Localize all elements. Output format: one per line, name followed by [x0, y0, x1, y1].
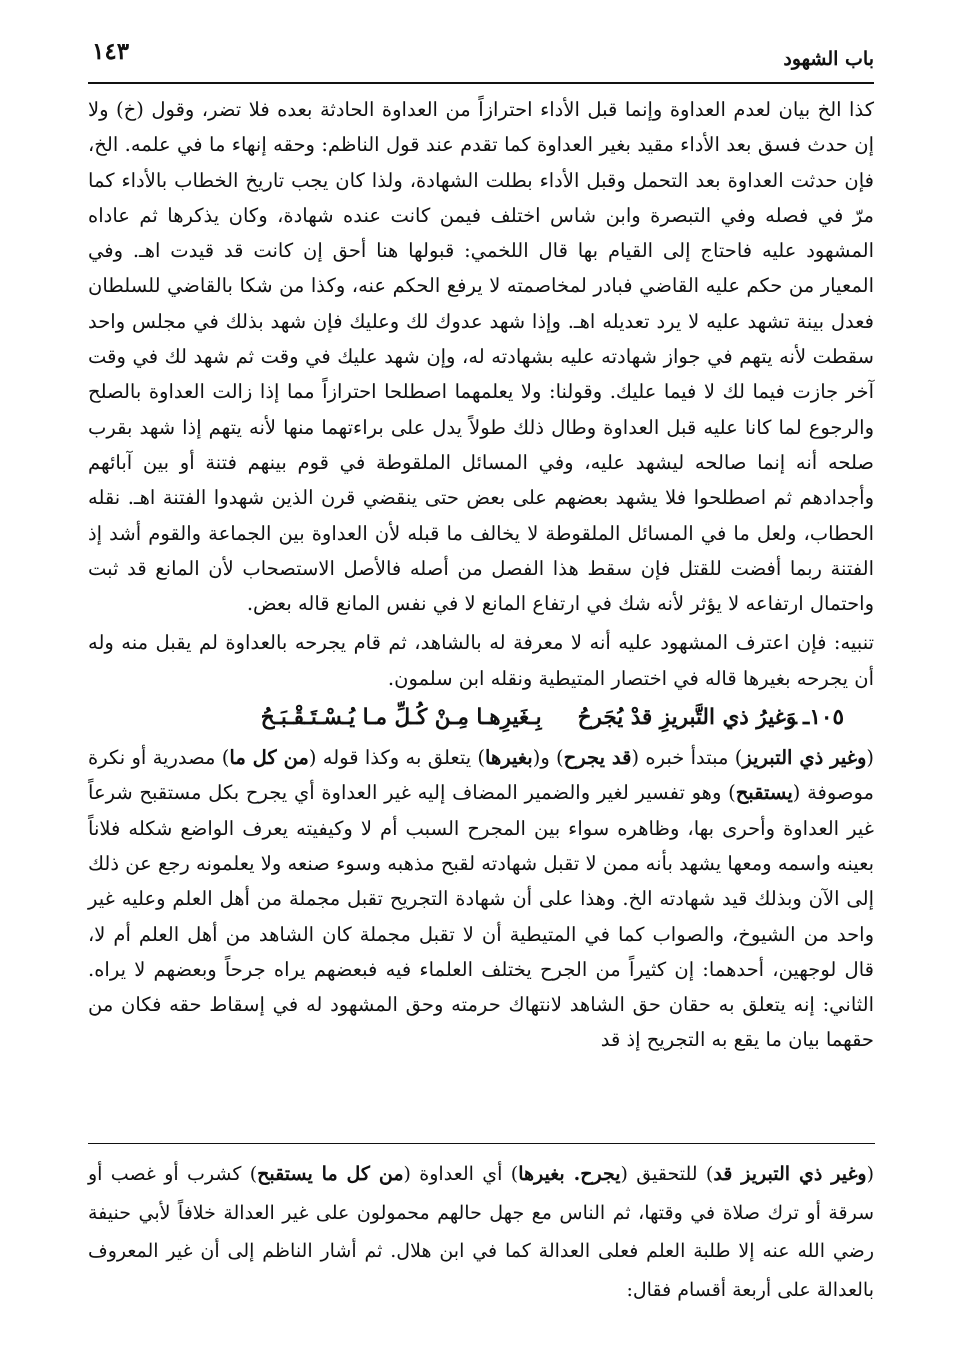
- poem-verse-105: [88, 696, 874, 740]
- quoted-term: من كل ما يستقبح: [257, 1163, 404, 1185]
- footnote: [88, 1155, 874, 1309]
- paragraph-commentary-continued: كذا الخ بيان لعدم العداوة وإنما قبل الأداء احترازاً من العداوة الحادثة بعده فلا تضر، وقول (خ) ولا إن حدث فسق بعد الأداء مقيد بغير العداوة كما تقدم عند قول الناظم: وحقه إنهاء ما في علمه. الخ، فإن حدثت العداوة بعد التحمل وقبل الأداء بطلت الشهادة، ولذا كان يجب تاريخ الخطاب بالأداء كما مرّ في فصله وفي التبصرة وابن شاس اختلف فيمن كانت عنده شهادة، وكان يذكرها ثم عاداه المشهود عليه فاحتاج إلى القيام بها قال اللخمي: قبولها هنا أحق إن كانت قد قيدت اهـ. وفي المعيار من حكم عليه القاضي فبادر لمخاصمته لا يرفع الحكم عنه، وكذا من شكا بالقاضي للسلطان فعدل بينة تشهد عليه لا يرد تعديله اهـ. وإذا شهد عدوك لك وعليك فإن شهد بذلك في مجلس واحد سقطت لأنه يتهم في جواز شهادته عليه بشهادته له، وإن شهد عليك في وقت ثم شهد لك في وقت آخر جازت فيما لك لا فيما عليك. وقولنا: ولا يعلمهما اصطلحا احترازاً مما إذا زالت العداوة بالصلح والرجوع لما كانا عليه قبل العداوة وطال ذلك طولاً يدل على براءتهما منها لأنه يتهم إذا شهد بقرب صلحه أنه إنما صالحه ليشهد عليه، وفي المسائل الملقوطة في قوم بينهم فتنة أو بين آبائهم وأجدادهم ثم اصطلحوا فلا يشهد بعضهم على بعض حتى ينقضي قرن الذين شهدوا الفتنة اهـ. نقله الحطاب، ولعل ما في المسائل الملقوطة لا يخالف ما قبله لأن العداوة بين الجماعة والقوم أشد إذ الفتنة ربما أفضت للقتل فإن سقط هذا الفصل من أصله فالأصل الاستصحاب لأن المانع قد ثبت واحتمال ارتفاعه لا يؤثر لأنه شك في ارتفاع المانع لا في نفس المانع قاله بعض.: [88, 98, 874, 616]
- quoted-term: وغير ذي التبريز قد: [713, 1163, 867, 1185]
- quoted-term: وغير ذي التبريز: [742, 746, 867, 770]
- bracket: (: [866, 1163, 875, 1185]
- paragraph-verse-commentary: [88, 740, 874, 1058]
- paragraph-tanbih-note: تنبيه: فإن اعترف المشهود عليه أنه لا معرفة له بالشاهد، ثم قام يجرحه بالعداوة لم يقبل منه وله أن يجرحه بغيرها قاله في اختصار المتيطية ونقله ابن سلمون.: [88, 631, 874, 690]
- footnote-separator: [88, 1143, 875, 1144]
- bracket: (: [866, 746, 875, 770]
- footnote-text: ) للتحقيق (: [620, 1163, 714, 1185]
- commentary-text: ) وهو تفسير لغير والضمير المضاف إليه غير العداوة أي يجرح بكل مستقبح شرعاً غير العداوة وأحرى بها، وظاهره سواء بين المجرح السبب أم لا وكيفيته يعرف الواضع شكله فلاناً بعينه واسمه ومعها يشهد بأنه ممن لا تقبل شهادته لقبح مذهبه وسوء صنعه ولا يعلمونه رجع عن ذلك إلى الآن وبذلك قيد شهادته الخ. وهذا على أن شهادة التجريح تقبل مجملة من أهل العلم وعليه غير واحد من الشيوخ، والصواب كما في المتيطية أن لا تقبل مجملة كان الشاهد من أهل العلم أم لا، قال لوجهين، أحدهما: إن كثيراً من الجرح يختلف العلماء فيه فبعضهم يراه جرحاً وبعضهم لا يراه. الثاني: إنه يتعلق به حقان حق الشاهد لانتهاك حرمته وحق المشهود له في إسقاط حقه فكان من حقهما بيان ما يقع به التجريح إذ قد: [88, 781, 874, 1052]
- verse-second-hemistich: بِـغَيرِهـا مِـنْ كُـلِّ مـا يُـسْـتَـقْـبَـحُ: [260, 705, 542, 731]
- quoted-term: يستقبح: [735, 781, 793, 805]
- footnote-text: ) أي العداوة (: [403, 1163, 519, 1185]
- verse-first-hemistich: وَغيرُ ذي التَّبريزِ قدْ يُجَرحُ: [577, 705, 798, 731]
- footnote-text: ) كشرب أو غصب أو سرقة أو ترك صلاة في وقتها، ثم الناس مع جهل حالهم محمولون على غير العدالة خلافاً لأبي حنيفة رضي الله عنه إلا طلبة العلم فعلى العدالة كما في ابن هلال. ثم أشار الناظم إلى أن غير المعروف بالعدالة على أربعة أقسام فقال:: [88, 1163, 874, 1301]
- quoted-term: بغيرها: [485, 746, 533, 770]
- commentary-text: ) مصدرية أو نكرة موصوفة (: [88, 746, 875, 805]
- chapter-title: باب الشهود: [783, 48, 874, 70]
- quoted-term: يجرح. بغيرها: [518, 1163, 621, 1185]
- verse-number: ١٠٥ـ: [803, 705, 844, 731]
- commentary-text: ) يتعلق به وكذا قوله (: [308, 746, 486, 770]
- page-number: ١٤٣: [92, 38, 130, 65]
- quoted-term: من كل ما: [229, 746, 309, 770]
- commentary-text: ) و(: [532, 746, 564, 770]
- main-text: [88, 92, 874, 1058]
- page-header: [88, 36, 874, 84]
- quoted-term: قد يجرح: [563, 746, 632, 770]
- commentary-text: ) مبتدأ خبره (: [631, 746, 743, 770]
